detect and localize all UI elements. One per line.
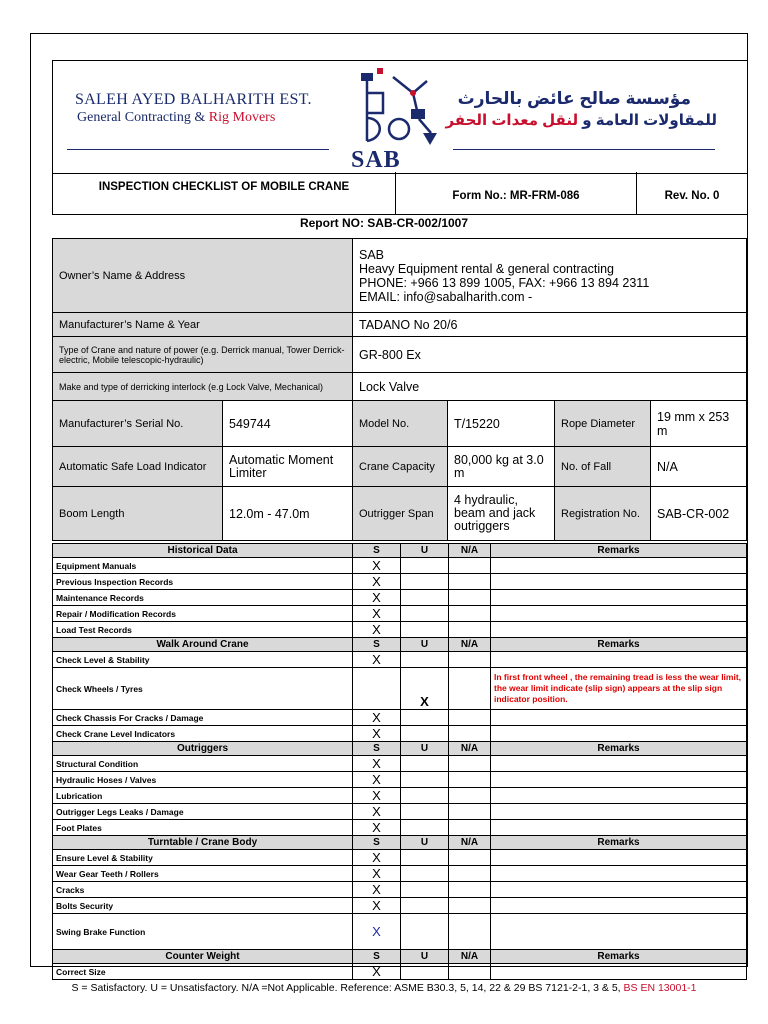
mark-na — [449, 772, 491, 788]
mark-na — [449, 756, 491, 772]
checklist-row — [53, 590, 747, 606]
form-title-bar — [52, 172, 748, 215]
revision-number: Rev. No. 0 — [664, 190, 720, 202]
asli-label: Automatic Safe Load Indicator — [53, 447, 223, 487]
mark-na — [449, 850, 491, 866]
underline-ar — [453, 149, 715, 150]
owner-line-4: EMAIL: info@sabalharith.com - — [359, 289, 533, 304]
mark-na — [449, 622, 491, 638]
item-remarks — [491, 710, 747, 726]
subtitle-ar-part2: لنقل معدات الحفر — [445, 112, 579, 129]
rope-value: 19 mm x 253 m — [651, 401, 747, 447]
col-na-header: N/A — [449, 742, 491, 756]
col-s-header: S — [353, 544, 401, 558]
mark-u — [401, 574, 449, 590]
mark-na — [449, 726, 491, 742]
mark-na — [449, 866, 491, 882]
mark-na — [449, 804, 491, 820]
logo-text: SAB — [351, 147, 401, 173]
col-s-header: S — [353, 742, 401, 756]
item-label: Check Chassis For Cracks / Damage — [53, 710, 353, 726]
report-number: Report NO: SAB-CR-002/1007 — [299, 216, 469, 230]
mark-u: X — [401, 668, 449, 710]
checklist-row — [53, 772, 747, 788]
item-remarks — [491, 590, 747, 606]
mark-u — [401, 898, 449, 914]
crane-type-label: Type of Crane and nature of power (e.g. Derrick manual, Tower Derrick-electric, Mobile telescopic-hydraulic) — [53, 337, 353, 373]
item-label: Correct Size — [53, 964, 353, 980]
owner-label: Owner’s Name & Address — [53, 239, 353, 313]
checklist-row — [53, 788, 747, 804]
boom-value: 12.0m - 47.0m — [223, 487, 353, 541]
item-remarks — [491, 622, 747, 638]
mark-na — [449, 590, 491, 606]
item-label: Check Crane Level Indicators — [53, 726, 353, 742]
mark-s: X — [353, 882, 401, 898]
item-label: Swing Brake Function — [53, 914, 353, 950]
section-header-row — [53, 638, 747, 652]
section-header-row — [53, 950, 747, 964]
company-subtitle-ar — [445, 111, 717, 129]
mark-s: X — [353, 652, 401, 668]
mark-u — [401, 882, 449, 898]
owner-line-3: PHONE: +966 13 899 1005, FAX: +966 13 894 2311 — [359, 275, 650, 290]
owner-line-2: Heavy Equipment rental & general contracting — [359, 261, 615, 276]
col-u-header: U — [401, 742, 449, 756]
checklist-row — [53, 756, 747, 772]
mark-u — [401, 622, 449, 638]
section-title: Counter Weight — [53, 950, 353, 964]
item-remarks — [491, 788, 747, 804]
checklist-row — [53, 804, 747, 820]
mark-na — [449, 882, 491, 898]
checklist-table — [52, 543, 747, 980]
item-remarks — [491, 850, 747, 866]
checklist-row — [53, 914, 747, 950]
company-name-en: SALEH AYED BALHARITH EST. — [75, 91, 312, 108]
underline-en — [67, 149, 329, 150]
owner-value — [353, 239, 747, 313]
mark-s: X — [353, 964, 401, 980]
outrigger-label: Outrigger Span — [353, 487, 448, 541]
item-label: Check Wheels / Tyres — [53, 668, 353, 710]
checklist-title: INSPECTION CHECKLIST OF MOBILE CRANE — [53, 172, 396, 214]
item-remarks — [491, 772, 747, 788]
mark-u — [401, 606, 449, 622]
crane-type-value: GR-800 Ex — [353, 337, 747, 373]
item-label: Hydraulic Hoses / Valves — [53, 772, 353, 788]
col-remarks-header: Remarks — [491, 950, 747, 964]
model-value: T/15220 — [448, 401, 555, 447]
mark-s: X — [353, 590, 401, 606]
checklist-row — [53, 606, 747, 622]
item-label: Wear Gear Teeth / Rollers — [53, 866, 353, 882]
mark-u — [401, 772, 449, 788]
mark-s: X — [353, 558, 401, 574]
falls-value: N/A — [651, 447, 747, 487]
mark-u — [401, 788, 449, 804]
mark-s: X — [353, 710, 401, 726]
mark-s: X — [353, 622, 401, 638]
mark-na — [449, 898, 491, 914]
mark-u — [401, 756, 449, 772]
mark-u — [401, 866, 449, 882]
mark-s: X — [353, 804, 401, 820]
equipment-info-table — [52, 238, 747, 541]
section-header-row — [53, 836, 747, 850]
mark-s: X — [353, 772, 401, 788]
checklist-row — [53, 710, 747, 726]
model-label: Model No. — [353, 401, 448, 447]
col-na-header: N/A — [449, 638, 491, 652]
col-u-header: U — [401, 950, 449, 964]
checklist-row — [53, 622, 747, 638]
subtitle-en-part2: Rig Movers — [208, 110, 276, 125]
subtitle-en-part1: General Contracting — [77, 110, 191, 125]
col-na-header: N/A — [449, 950, 491, 964]
item-label: Ensure Level & Stability — [53, 850, 353, 866]
mark-u — [401, 850, 449, 866]
item-remarks — [491, 898, 747, 914]
outrigger-value: 4 hydraulic, beam and jack outriggers — [448, 487, 555, 541]
mark-na — [449, 964, 491, 980]
capacity-value: 80,000 kg at 3.0 m — [448, 447, 555, 487]
item-label: Lubrication — [53, 788, 353, 804]
item-label: Check Level & Stability — [53, 652, 353, 668]
item-remarks — [491, 964, 747, 980]
col-u-header: U — [401, 638, 449, 652]
owner-line-1: SAB — [359, 247, 385, 262]
footer-legend — [0, 982, 768, 994]
mark-u — [401, 726, 449, 742]
col-u-header: U — [401, 544, 449, 558]
mark-s: X — [353, 850, 401, 866]
interlock-value: Lock Valve — [353, 373, 747, 401]
section-title: Walk Around Crane — [53, 638, 353, 652]
col-na-header: N/A — [449, 836, 491, 850]
col-s-header: S — [353, 950, 401, 964]
item-remarks — [491, 820, 747, 836]
mark-u — [401, 820, 449, 836]
item-label: Equipment Manuals — [53, 558, 353, 574]
section-header-row — [53, 544, 747, 558]
item-label: Previous Inspection Records — [53, 574, 353, 590]
mark-s: X — [353, 898, 401, 914]
checklist-row — [53, 652, 747, 668]
checklist-row — [53, 820, 747, 836]
item-remarks — [491, 914, 747, 950]
item-remarks — [491, 558, 747, 574]
mark-u — [401, 710, 449, 726]
mark-s: X — [353, 574, 401, 590]
item-remarks — [491, 882, 747, 898]
serial-value: 549744 — [223, 401, 353, 447]
subtitle-en-amp: & — [194, 110, 206, 125]
mark-s: X — [353, 820, 401, 836]
footer-text: S = Satisfactory. U = Unsatisfactory. N/A =Not Applicable. Reference: ASME B30.3, 5, 14, 22 & 29 BS 7121-2-1, 3 & 5, — [71, 982, 621, 994]
item-remarks — [491, 652, 747, 668]
mark-na — [449, 788, 491, 804]
mark-u — [401, 590, 449, 606]
checklist-row — [53, 850, 747, 866]
item-remarks — [491, 756, 747, 772]
rope-label: Rope Diameter — [555, 401, 651, 447]
section-header-row — [53, 742, 747, 756]
col-remarks-header: Remarks — [491, 742, 747, 756]
col-remarks-header: Remarks — [491, 638, 747, 652]
item-label: Maintenance Records — [53, 590, 353, 606]
col-s-header: S — [353, 836, 401, 850]
item-label: Structural Condition — [53, 756, 353, 772]
col-remarks-header: Remarks — [491, 836, 747, 850]
interlock-label: Make and type of derricking interlock (e.g Lock Valve, Mechanical) — [53, 373, 353, 401]
item-label: Bolts Security — [53, 898, 353, 914]
mark-u — [401, 652, 449, 668]
mark-s: X — [353, 866, 401, 882]
item-remarks — [491, 574, 747, 590]
footer-reference-red: BS EN 13001-1 — [623, 982, 697, 994]
item-remarks — [491, 804, 747, 820]
company-name-ar: مؤسسة صالح عائض بالحارث — [457, 89, 691, 108]
mark-u — [401, 558, 449, 574]
checklist-row — [53, 964, 747, 980]
item-remarks — [491, 726, 747, 742]
serial-label: Manufacturer’s Serial No. — [53, 401, 223, 447]
mark-na — [449, 606, 491, 622]
mark-na — [449, 652, 491, 668]
item-remarks — [491, 606, 747, 622]
col-s-header: S — [353, 638, 401, 652]
section-title: Turntable / Crane Body — [53, 836, 353, 850]
col-na-header: N/A — [449, 544, 491, 558]
mark-s: X — [353, 606, 401, 622]
subtitle-ar-part1: للمقاولات العامة و — [582, 112, 717, 129]
mark-na — [449, 668, 491, 710]
form-number: Form No.: MR-FRM-086 — [396, 172, 637, 214]
checklist-row — [53, 668, 747, 710]
mark-na — [449, 574, 491, 590]
checklist-row — [53, 866, 747, 882]
boom-label: Boom Length — [53, 487, 223, 541]
col-u-header: U — [401, 836, 449, 850]
mark-s: X — [353, 914, 401, 950]
manufacturer-label: Manufacturer’s Name & Year — [53, 313, 353, 337]
checklist-row — [53, 574, 747, 590]
manufacturer-value: TADANO No 20/6 — [353, 313, 747, 337]
mark-s: X — [353, 726, 401, 742]
mark-s: X — [353, 756, 401, 772]
item-remarks: In first front wheel , the remaining tread is less the wear limit, the wear limit indicate (slip sign) appears at the slip sign indicator position. — [491, 668, 747, 710]
checklist-row — [53, 898, 747, 914]
checklist-row — [53, 558, 747, 574]
mark-u — [401, 914, 449, 950]
checklist-row — [53, 726, 747, 742]
company-subtitle-en — [77, 110, 275, 126]
item-remarks — [491, 866, 747, 882]
registration-value: SAB-CR-002 — [651, 487, 747, 541]
col-remarks-header: Remarks — [491, 544, 747, 558]
asli-value: Automatic Moment Limiter — [223, 447, 353, 487]
mark-na — [449, 914, 491, 950]
item-label: Load Test Records — [53, 622, 353, 638]
item-label: Repair / Modification Records — [53, 606, 353, 622]
mark-na — [449, 558, 491, 574]
capacity-label: Crane Capacity — [353, 447, 448, 487]
checklist-row — [53, 882, 747, 898]
item-label: Outrigger Legs Leaks / Damage — [53, 804, 353, 820]
registration-label: Registration No. — [555, 487, 651, 541]
mark-u — [401, 964, 449, 980]
mark-na — [449, 820, 491, 836]
mark-s: X — [353, 788, 401, 804]
item-label: Cracks — [53, 882, 353, 898]
section-title: Outriggers — [53, 742, 353, 756]
item-label: Foot Plates — [53, 820, 353, 836]
mark-s — [353, 668, 401, 710]
section-title: Historical Data — [53, 544, 353, 558]
letterhead — [52, 60, 748, 174]
mark-u — [401, 804, 449, 820]
mark-na — [449, 710, 491, 726]
falls-label: No. of Fall — [555, 447, 651, 487]
